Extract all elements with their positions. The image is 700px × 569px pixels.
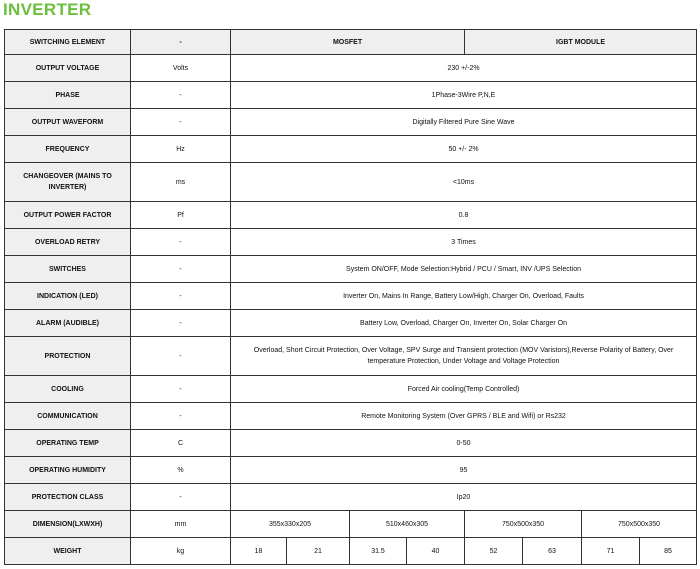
row-unit: -	[131, 310, 231, 337]
dimension-value: 355x330x205	[231, 511, 350, 538]
row-value: Remote Monitoring System (Over GPRS / BLE and Wifi) or Rs232	[231, 403, 697, 430]
table-row	[5, 109, 697, 136]
table-row	[5, 484, 697, 511]
header-igbt: IGBT MODULE	[465, 30, 697, 55]
row-label: CHANGEOVER (MAINS TO INVERTER)	[5, 163, 131, 202]
row-label: OUTPUT WAVEFORM	[5, 109, 131, 136]
row-value: Overload, Short Circuit Protection, Over Voltage, SPV Surge and Transient protection (MOV Varistors),Reverse Polarity of Battery, Over temperature Protection, Under Voltage and Voltage Protection	[231, 337, 697, 376]
row-value: 0-50	[231, 430, 697, 457]
weight-value: 85	[640, 538, 697, 565]
row-label: SWITCHES	[5, 256, 131, 283]
weight-value: 31.5	[350, 538, 407, 565]
row-label: DIMENSION(LXWXH)	[5, 511, 131, 538]
row-label: INDICATION (LED)	[5, 283, 131, 310]
row-label: PROTECTION CLASS	[5, 484, 131, 511]
row-unit: -	[131, 82, 231, 109]
row-unit: -	[131, 283, 231, 310]
row-value: <10ms	[231, 163, 697, 202]
dimension-row	[5, 511, 697, 538]
table-row	[5, 283, 697, 310]
header-unit: -	[131, 30, 231, 55]
row-label: COOLING	[5, 376, 131, 403]
table-row	[5, 163, 697, 202]
weight-value: 40	[407, 538, 465, 565]
row-label: OPERATING HUMIDITY	[5, 457, 131, 484]
row-unit: Hz	[131, 136, 231, 163]
header-label: SWITCHING ELEMENT	[5, 30, 131, 55]
row-value: 95	[231, 457, 697, 484]
row-value: Inverter On, Mains In Range, Battery Low/High, Charger On, Overload, Faults	[231, 283, 697, 310]
row-value: 3 Times	[231, 229, 697, 256]
dimension-value: 750x500x350	[582, 511, 697, 538]
row-unit: %	[131, 457, 231, 484]
row-unit: kg	[131, 538, 231, 565]
row-unit: ms	[131, 163, 231, 202]
table-row	[5, 376, 697, 403]
table-row	[5, 82, 697, 109]
row-label: ALARM (AUDIBLE)	[5, 310, 131, 337]
row-unit: Volts	[131, 55, 231, 82]
row-label: WEIGHT	[5, 538, 131, 565]
row-unit: -	[131, 229, 231, 256]
row-value: 50 +/- 2%	[231, 136, 697, 163]
row-label: OPERATING TEMP	[5, 430, 131, 457]
table-row	[5, 457, 697, 484]
weight-value: 63	[523, 538, 582, 565]
row-value: Digitally Filtered Pure Sine Wave	[231, 109, 697, 136]
weight-row	[5, 538, 697, 565]
weight-value: 52	[465, 538, 523, 565]
header-mosfet: MOSFET	[231, 30, 465, 55]
table-row	[5, 430, 697, 457]
weight-value: 71	[582, 538, 640, 565]
table-row	[5, 136, 697, 163]
table-row	[5, 229, 697, 256]
header-row	[5, 30, 697, 55]
weight-value: 18	[231, 538, 287, 565]
row-label: OUTPUT VOLTAGE	[5, 55, 131, 82]
row-label: OVERLOAD RETRY	[5, 229, 131, 256]
row-value: Battery Low, Overload, Charger On, Inverter On, Solar Charger On	[231, 310, 697, 337]
row-unit: C	[131, 430, 231, 457]
row-label: FREQUENCY	[5, 136, 131, 163]
row-unit: -	[131, 109, 231, 136]
weight-value: 21	[287, 538, 350, 565]
table-row	[5, 202, 697, 229]
row-unit: -	[131, 484, 231, 511]
row-unit: -	[131, 376, 231, 403]
row-unit: mm	[131, 511, 231, 538]
table-row	[5, 310, 697, 337]
row-label: COMMUNICATION	[5, 403, 131, 430]
dimension-value: 750x500x350	[465, 511, 582, 538]
row-label: PROTECTION	[5, 337, 131, 376]
row-unit: -	[131, 403, 231, 430]
row-unit: -	[131, 337, 231, 376]
table-row	[5, 55, 697, 82]
row-value: System ON/OFF, Mode Selection:Hybrid / PCU / Smart, INV /UPS Selection	[231, 256, 697, 283]
row-unit: -	[131, 256, 231, 283]
row-value: Ip20	[231, 484, 697, 511]
spec-table	[4, 29, 697, 565]
table-row	[5, 256, 697, 283]
dimension-value: 510x460x305	[350, 511, 465, 538]
row-label: PHASE	[5, 82, 131, 109]
row-unit: Pf	[131, 202, 231, 229]
table-row	[5, 337, 697, 376]
row-value: 0.8	[231, 202, 697, 229]
row-value: 1Phase-3Wire P,N,E	[231, 82, 697, 109]
row-value: Forced Air cooling(Temp Controlled)	[231, 376, 697, 403]
row-value: 230 +/-2%	[231, 55, 697, 82]
section-title: INVERTER	[3, 0, 92, 19]
row-label: OUTPUT POWER FACTOR	[5, 202, 131, 229]
table-row	[5, 403, 697, 430]
